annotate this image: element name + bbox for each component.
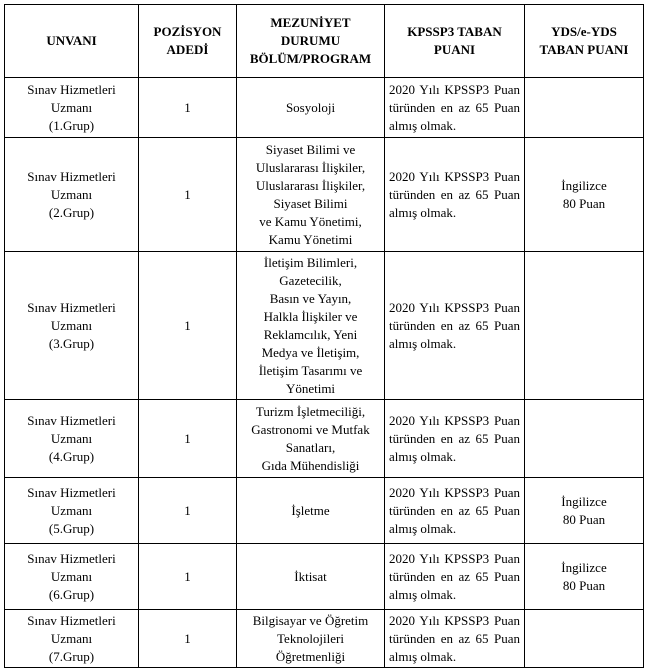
education-cell: İletişim Bilimleri, Gazetecilik, Basın ve Yayın, Halkla İlişkiler ve Reklamcılık, Yeni Medya ve İletişim, İletişim Tasarımı ve Yönetimi bbox=[237, 252, 385, 400]
title-cell: Sınav Hizmetleri Uzmanı (6.Grup) bbox=[5, 544, 139, 610]
count-cell: 1 bbox=[139, 478, 237, 544]
title-cell: Sınav Hizmetleri Uzmanı (7.Grup) bbox=[5, 610, 139, 668]
title-cell: Sınav Hizmetleri Uzmanı (2.Grup) bbox=[5, 138, 139, 252]
kpss-cell: 2020 Yılı KPSSP3 Puan türünden en az 65 Puan almış olmak. bbox=[385, 78, 525, 138]
count-cell: 1 bbox=[139, 610, 237, 668]
table-row bbox=[5, 400, 644, 478]
yds-cell bbox=[525, 78, 644, 138]
title-cell: Sınav Hizmetleri Uzmanı (3.Grup) bbox=[5, 252, 139, 400]
yds-cell bbox=[525, 252, 644, 400]
education-cell: Turizm İşletmeciliği, Gastronomi ve Mutfak Sanatları, Gıda Mühendisliği bbox=[237, 400, 385, 478]
table-row bbox=[5, 138, 644, 252]
count-cell: 1 bbox=[139, 400, 237, 478]
header-row bbox=[5, 5, 644, 78]
count-cell: 1 bbox=[139, 252, 237, 400]
yds-cell bbox=[525, 610, 644, 668]
positions-table bbox=[4, 4, 644, 668]
title-cell: Sınav Hizmetleri Uzmanı (5.Grup) bbox=[5, 478, 139, 544]
kpss-cell: 2020 Yılı KPSSP3 Puan türünden en az 65 Puan almış olmak. bbox=[385, 400, 525, 478]
kpss-cell: 2020 Yılı KPSSP3 Puan türünden en az 65 Puan almış olmak. bbox=[385, 138, 525, 252]
table-row bbox=[5, 478, 644, 544]
table-row bbox=[5, 78, 644, 138]
header-count: POZİSYON ADEDİ bbox=[139, 5, 237, 78]
education-cell: İşletme bbox=[237, 478, 385, 544]
table-row bbox=[5, 252, 644, 400]
header-title: UNVANI bbox=[5, 5, 139, 78]
table-row bbox=[5, 610, 644, 668]
table-row bbox=[5, 544, 644, 610]
header-kpss: KPSSP3 TABAN PUANI bbox=[385, 5, 525, 78]
kpss-cell: 2020 Yılı KPSSP3 Puan türünden en az 65 Puan almış olmak. bbox=[385, 252, 525, 400]
kpss-cell: 2020 Yılı KPSSP3 Puan türünden en az 65 Puan almış olmak. bbox=[385, 478, 525, 544]
education-cell: Sosyoloji bbox=[237, 78, 385, 138]
yds-cell: İngilizce 80 Puan bbox=[525, 478, 644, 544]
header-yds: YDS/e-YDS TABAN PUANI bbox=[525, 5, 644, 78]
education-cell: Siyaset Bilimi ve Uluslararası İlişkiler, Uluslararası İlişkiler, Siyaset Bilimi ve Kamu Yönetimi, Kamu Yönetimi bbox=[237, 138, 385, 252]
yds-cell: İngilizce 80 Puan bbox=[525, 138, 644, 252]
count-cell: 1 bbox=[139, 544, 237, 610]
header-education: MEZUNİYET DURUMU BÖLÜM/PROGRAM bbox=[237, 5, 385, 78]
education-cell: İktisat bbox=[237, 544, 385, 610]
yds-cell bbox=[525, 400, 644, 478]
title-cell: Sınav Hizmetleri Uzmanı (1.Grup) bbox=[5, 78, 139, 138]
title-cell: Sınav Hizmetleri Uzmanı (4.Grup) bbox=[5, 400, 139, 478]
yds-cell: İngilizce 80 Puan bbox=[525, 544, 644, 610]
education-cell: Bilgisayar ve Öğretim Teknolojileri Öğretmenliği bbox=[237, 610, 385, 668]
kpss-cell: 2020 Yılı KPSSP3 Puan türünden en az 65 Puan almış olmak. bbox=[385, 544, 525, 610]
count-cell: 1 bbox=[139, 138, 237, 252]
kpss-cell: 2020 Yılı KPSSP3 Puan türünden en az 65 Puan almış olmak. bbox=[385, 610, 525, 668]
count-cell: 1 bbox=[139, 78, 237, 138]
